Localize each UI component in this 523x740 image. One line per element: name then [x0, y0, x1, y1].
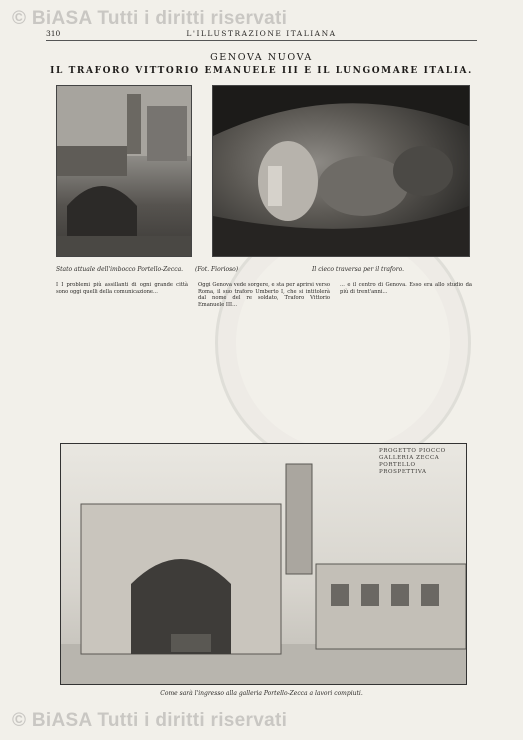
headline-city: GENOVA NUOVA	[210, 52, 313, 63]
article-column-3-text: ... e il centro di Genova. Esso era allo studio da più di trent'anni...	[340, 282, 472, 295]
page-number: 310	[46, 29, 61, 38]
illustration-tunnel-project	[60, 443, 467, 685]
photo-tunnel-entrance-drawing	[57, 86, 191, 256]
article-column-1	[56, 282, 188, 295]
caption-left-credit: (Fot. Fiorioso)	[195, 266, 239, 273]
photo-tunnel-excavation-drawing	[213, 86, 469, 256]
article-column-1-text: I I problemi più assillanti di ogni grande città sono oggi quelli della comunicazione...	[56, 282, 188, 295]
watermark-top: © BiASA Tutti i diritti riservati	[12, 8, 288, 29]
article-column-3	[340, 282, 472, 295]
article-column-2	[198, 282, 330, 308]
headline-main: IL TRAFORO VITTORIO EMANUELE III E IL LUNGOMARE ITALIA.	[50, 66, 473, 76]
caption-left-text: Stato attuale dell'imbocco Portello-Zecca.	[56, 266, 184, 273]
running-head	[46, 28, 477, 41]
illustration-corner-caption: PROGETTO PIOCCO GALLERIA ZECCA PORTELLO PROSPETTIVA	[379, 448, 446, 475]
photo-tunnel-entrance	[56, 85, 192, 257]
illustration-bottom-caption: Come sarà l'ingresso alla galleria Portello-Zecca a lavori compiuti.	[160, 690, 363, 697]
illustration-tunnel-project-drawing	[61, 444, 466, 684]
caption-left-photo	[56, 266, 238, 273]
caption-right-photo: Il cieco traversa per il traforo.	[312, 266, 405, 273]
article-column-2-text: Oggi Genova vede sorgere, e sta per aprirsi verso Roma, il suo traforo Umberto I, che si intitolerà dal nome del re soldato, Traforo Vittorio Emanuele III...	[198, 282, 330, 308]
watermark-bottom: © BiASA Tutti i diritti riservati	[12, 710, 288, 731]
photo-tunnel-excavation	[212, 85, 470, 257]
magazine-title: L'ILLUSTRAZIONE ITALIANA	[186, 29, 337, 38]
